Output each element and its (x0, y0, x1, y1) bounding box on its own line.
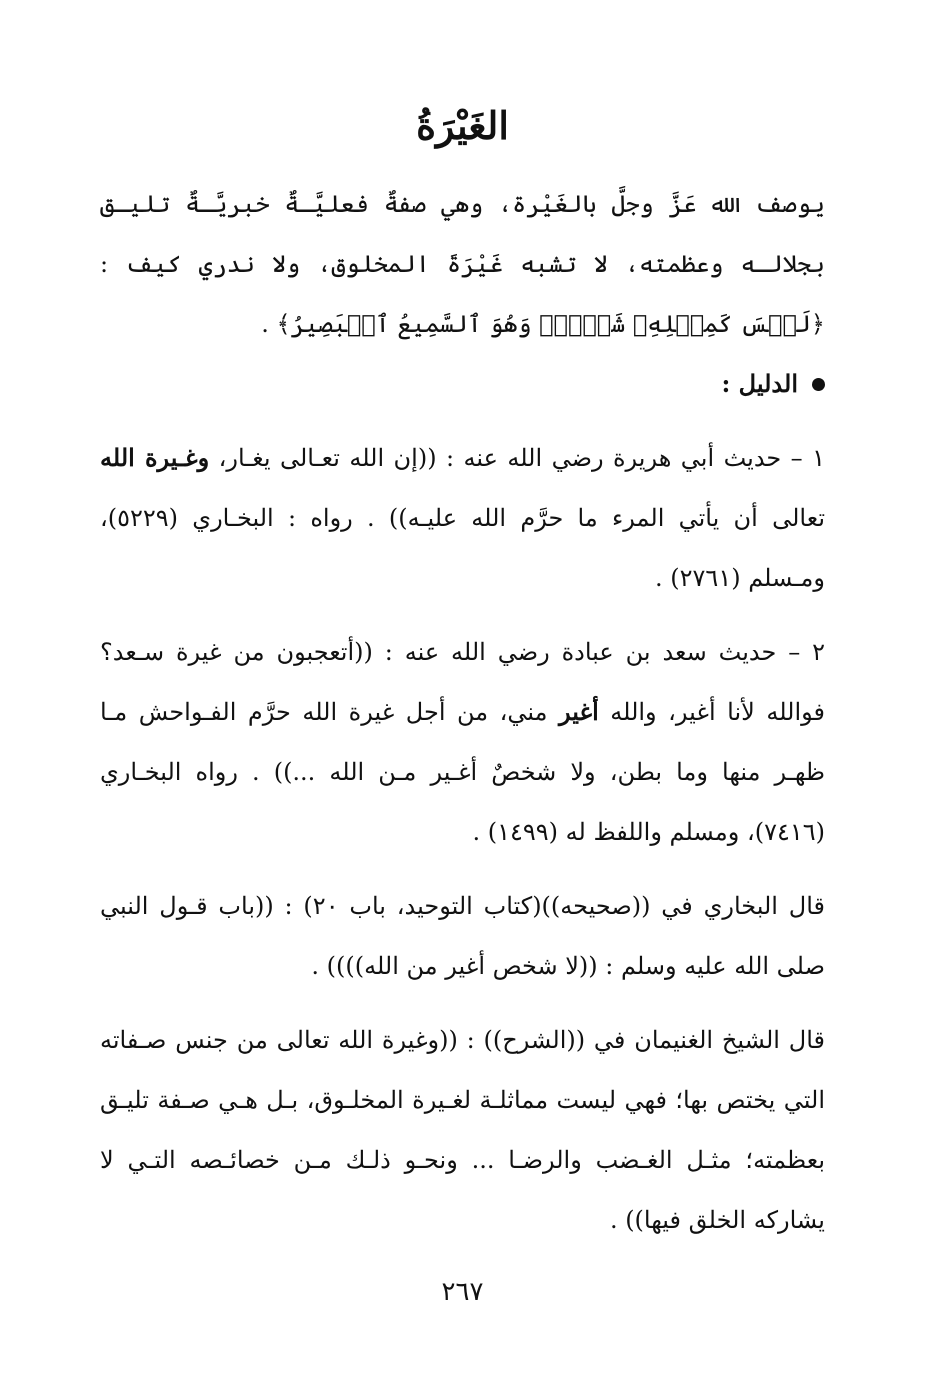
hadith-2-text-a: ٢ – حديث سعد بن عبادة رضي الله عنه : ((أتعجبون من غيرة سـعد؟ فوالله لأنا أغير، والله (100, 638, 825, 726)
hadith-1-paragraph (100, 428, 825, 608)
hadith-2-text-b: مني، من أجل غيرة الله حرَّم الفـواحش مـا ظهـر منها وما بطن، ولا شخصٌ أغـير مـن الله ...)) . رواه البخـاري (٧٤١٦)، ومسلم واللفظ له (١٤٩٩) . (100, 698, 825, 846)
evidence-heading-row (100, 354, 825, 414)
intro-text: يوصف الله عَزَّ وجلَّ بالغَيْرة، وهي صفةٌ فعليَّـةٌ خبريَّـةٌ تليـق بجلالـه وعظمته، لا تشبه غَيْرَةَ المخلوق، ولا ندري كيف : (100, 190, 825, 278)
evidence-heading: الدليل : (721, 369, 798, 398)
hadith-1-text-a: ١ – حديث أبي هريرة رضي الله عنه : ((إن الله تعـالى يغـار، (209, 444, 825, 472)
page-title: الغَيْرَةُ (416, 103, 509, 148)
bullet-icon (812, 378, 825, 391)
bukhari-chapter-paragraph: قال البخاري في ((صحيحه))(كتاب التوحيد، باب ٢٠) : ((باب قـول النبي صلى الله عليه وسلم : ((لا شخص أغير من الله)))) . (100, 892, 825, 980)
hadith-2-paragraph (100, 622, 825, 862)
book-page (100, 98, 825, 1328)
ghunayman-quote-paragraph: قال الشيخ الغنيمان في ((الشرح)) : ((وغيرة الله تعالى من جنس صـفاته التي يختص بها؛ فهي ليست مماثلـة لغـيرة المخلـوق، بـل هـي صـفة تليـق بعظمته؛ مثـل الغـضب والرضـا ... ونحـو ذلـك مـن خصائـصه التـي لا يشاركه الخلق فيها)) . (100, 1026, 825, 1234)
intro-paragraph (100, 174, 825, 354)
hadith-1-bold: وغـيرة الله (100, 443, 210, 472)
page-number: ٢٦٧ (441, 1277, 484, 1307)
quran-verse: ﴿لَيۡسَ كَمِثۡلِهِۦ شَيۡءٞۖ وَهُوَ ٱلسَّمِيعُ ٱلۡبَصِيرُ﴾ (276, 310, 825, 338)
intro-end: . (261, 310, 277, 338)
hadith-2-bold: أغير (559, 697, 599, 726)
hadith-1-text-b: تعالى أن يأتي المرء ما حرَّم الله عليـه)) . رواه : البخـاري (٥٢٢٩)، ومـسلم (٢٧٦١) . (100, 504, 825, 592)
